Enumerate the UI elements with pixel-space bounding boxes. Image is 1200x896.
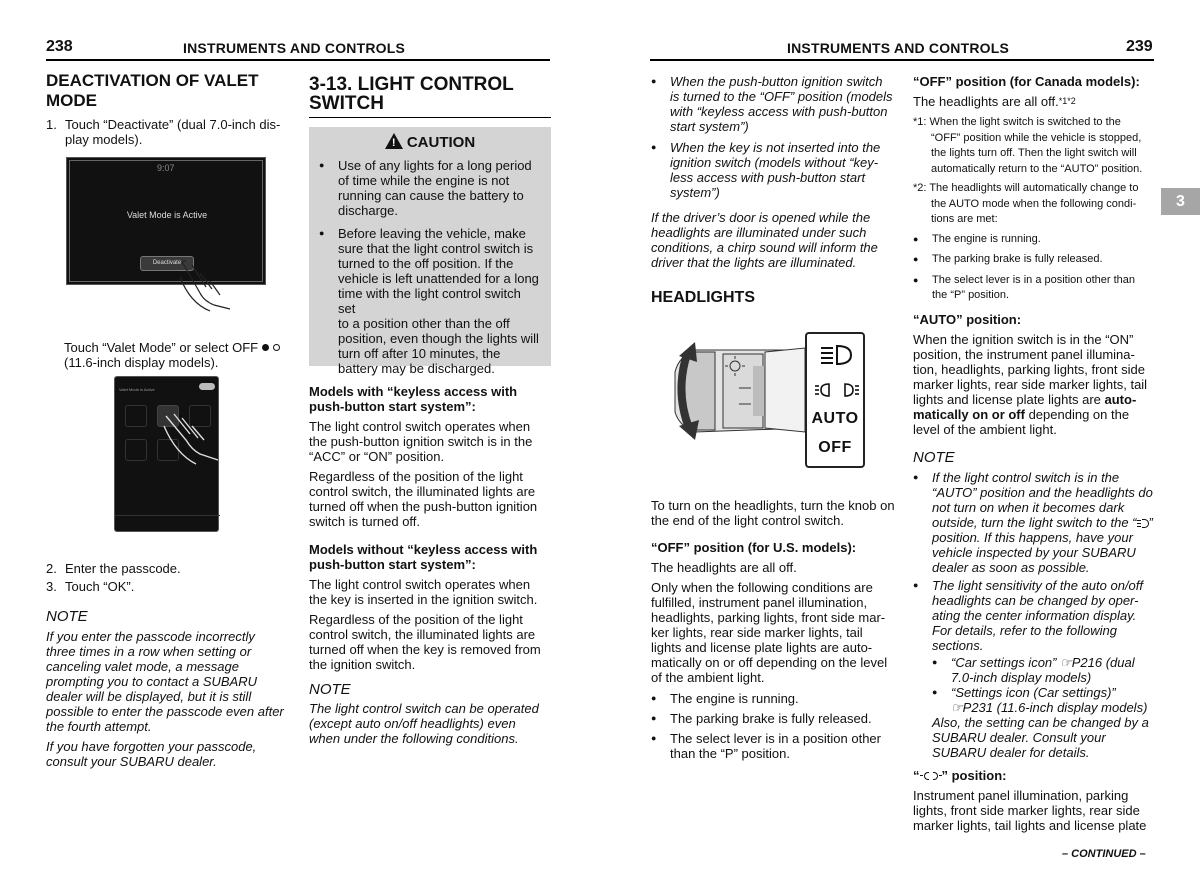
headlight-small-icon (1137, 519, 1149, 528)
parking-para (913, 788, 1158, 833)
c1-l4: start system”) (670, 119, 749, 134)
ls-note-label: NOTE (309, 681, 351, 698)
caution-item-1 (319, 158, 541, 218)
condition-1 (651, 74, 896, 134)
fn2-l3: tions are met: (931, 213, 998, 225)
valet-toggle[interactable] (199, 383, 215, 390)
ou-l7: of the ambient light. (651, 670, 765, 685)
screen-clock: 9:07 (157, 163, 175, 173)
rn1-close: ” (1148, 514, 1153, 530)
c1-l2: is turned to the “OFF” position (models (670, 89, 893, 104)
header-rule-left (46, 59, 550, 61)
caution-item-2 (319, 226, 541, 376)
kp2-l1: Regardless of the position of the light (309, 469, 523, 484)
ci2-l2: sure that the light control switch is (338, 241, 534, 256)
footnote-1 (913, 115, 1158, 177)
dn-l3: conditions, a chirp sound will inform the (651, 240, 878, 255)
dn-l4: driver that the lights are illuminated. (651, 255, 857, 270)
chapter-tab: 3 (1161, 188, 1200, 215)
note-p1-l6: possible to enter the passcode even after (46, 704, 284, 719)
ap-l4: marker lights, rear side marker lights, tail (913, 376, 1148, 392)
right-note-list (913, 470, 1158, 760)
fn2c-2 (913, 252, 1158, 268)
note-p1-l4: prompting you to contact a SUBARU (46, 674, 257, 689)
step-3 (46, 579, 294, 594)
toggle-off-icon (262, 344, 280, 352)
valet-section (46, 71, 294, 150)
np2-l4: the ignition switch. (309, 657, 416, 672)
fn2-mark: *2: (913, 182, 927, 194)
rs1-l1: ● “Car settings icon” ☞P216 (dual (951, 654, 1135, 670)
keyless-p2 (309, 469, 551, 529)
ap-l1: When the ignition switch is in the “ON” (913, 331, 1134, 347)
off-ca-refs: *1*2 (1058, 96, 1076, 106)
steps-list-2 (46, 561, 294, 594)
dn-l2: headlights are illuminated under such (651, 225, 867, 240)
door-note (651, 210, 896, 270)
off-us-p2 (651, 580, 896, 685)
lsn-l3: when under the following conditions. (309, 731, 519, 746)
rn2-sub-2[interactable] (932, 685, 1158, 715)
parking-heading (913, 768, 1158, 783)
right-note-label: NOTE (913, 448, 955, 466)
ouc-3-l1: ● The select lever is in a position other (670, 731, 881, 746)
keyless-p1 (309, 419, 551, 464)
fn2c-3 (913, 273, 1158, 304)
note-p1-l5: dealer will be displayed, but it is still (46, 689, 252, 704)
caution-box (309, 127, 551, 376)
step-3-text: Touch “OK”. (65, 579, 135, 594)
footnote-2 (913, 181, 1158, 228)
rn1-l4-text: outside, turn the light switch to the “ (932, 514, 1137, 530)
ra-l2: SUBARU dealer. Consult your (932, 729, 1106, 745)
step-2-text: Enter the passcode. (65, 561, 181, 576)
fn2c-3-l1: ● The select lever is in a position other than (932, 273, 1136, 286)
ap-l2: position, the instrument panel illumina- (913, 346, 1135, 362)
dn-l1: If the driver’s door is opened while the (651, 210, 871, 225)
step-3-number: 3. (46, 579, 57, 594)
ci2-l5: time with the light control switch set (338, 286, 521, 316)
light-switch-heading (309, 75, 551, 113)
c2-l2: ignition switch (models without “key- (670, 155, 879, 170)
off-ca-text: The headlights are all off. (913, 94, 1059, 109)
deactivate-button[interactable]: Deactivate (140, 256, 194, 271)
switch-position-panel (805, 332, 865, 468)
rn-item-1 (913, 470, 1158, 575)
ra-l1: Also, the setting can be changed by a (932, 714, 1149, 730)
to-l1: To turn on the headlights, turn the knob on (651, 498, 895, 513)
parking-lights-icon (815, 382, 859, 398)
fn2-conditions (913, 232, 1158, 304)
off-us-p1: The headlights are all off. (651, 560, 797, 575)
ci1-l3: running can cause the battery to (338, 188, 524, 203)
to-l2: the end of the light control switch. (651, 513, 844, 528)
fn1-l4: automatically return to the “AUTO” position. (931, 162, 1143, 175)
keyless-heading (309, 384, 551, 414)
screen2-bottom-bar (115, 515, 220, 527)
ls-note-text (309, 701, 551, 746)
running-head-right: INSTRUMENTS AND CONTROLS (787, 40, 1010, 56)
note-p1-l2: three times in a row when setting or (46, 644, 252, 659)
light-switch-body (309, 384, 551, 746)
page-number-right: 239 (1126, 38, 1153, 55)
rn2-l5: sections. (932, 637, 984, 653)
heading-underline (309, 117, 551, 118)
nokey-heading (309, 542, 551, 572)
ap-l3: tion, headlights, parking lights, front side (913, 361, 1145, 377)
rn1-l3: not turn on when it becomes dark (932, 499, 1125, 515)
ou-l6: matically on or off depending on the level (651, 655, 888, 670)
c1-l1: ● When the push-button ignition switch (670, 74, 883, 89)
pointing-hand-icon-2 (160, 410, 230, 472)
alt-line1-text: Touch “Valet Mode” or select OFF (64, 340, 259, 355)
ap-l6 (913, 407, 1158, 422)
lsn-l2: (except auto on/off headlights) even (309, 716, 516, 731)
ci2-l4: vehicle is left unattended for a long (338, 271, 539, 286)
off-us-conditions (651, 691, 896, 761)
right-col-1 (651, 74, 896, 308)
ap-l6-a: depending on the (1024, 406, 1130, 422)
note-p1-l3: canceling valet mode, a message (46, 659, 239, 674)
valet-heading-line2: MODE (46, 91, 97, 110)
turn-on-text (651, 498, 896, 528)
condition-2 (651, 140, 896, 200)
step-2 (46, 561, 294, 576)
step-1 (46, 117, 294, 147)
rn1-l7: dealer as soon as possible. (932, 559, 1090, 575)
ph-pre: “ (913, 767, 920, 783)
light-switch-section (309, 75, 551, 118)
caution-title (309, 127, 551, 155)
ci2-l9: battery may be discharged. (338, 361, 495, 376)
ou-l2: fulfilled, instrument panel illumination, (651, 595, 868, 610)
lsn-l1: The light control switch can be operated (309, 701, 539, 716)
fn1-l2: “OFF” position while the vehicle is stopped, (931, 131, 1142, 144)
alt-line2: (11.6-inch display models). (64, 355, 219, 370)
note-p1-l7: the fourth attempt. (46, 719, 152, 734)
ls-heading-line2: SWITCH (309, 93, 384, 114)
pointing-hand-icon (170, 255, 240, 315)
caution-title-text: CAUTION (406, 134, 476, 151)
np2-l1: Regardless of the position of the light (309, 612, 523, 627)
ap-l5 (913, 392, 1158, 407)
fn1-l3: the lights turn off. Then the light switch will (931, 147, 1137, 159)
c2-l1: ● When the key is not inserted into the (670, 140, 881, 155)
c2-l4: system”) (670, 185, 720, 200)
rs2-l1: ● “Settings icon (Car settings)” (951, 684, 1116, 700)
fn2c-3-l2: the “P” position. (932, 289, 1010, 301)
rn1-l5: position. If this happens, have your (932, 529, 1133, 545)
kp2-l3: turned off when the push-button ignition (309, 499, 538, 514)
ouc-2-text: ● The parking brake is fully released. (670, 711, 872, 726)
step-1-number: 1. (46, 117, 57, 132)
right-col-1-lower (651, 498, 896, 767)
ou-l4: ker lights, rear side marker lights, tail (651, 625, 863, 640)
conditions-list (651, 74, 896, 200)
nh-l1: Models without “keyless access with (309, 542, 538, 557)
ci2-l8: turn off after 10 minutes, the (338, 346, 501, 361)
valet-active-text: Valet Mode is Active (126, 210, 208, 220)
warning-triangle-icon: ! (385, 133, 403, 149)
off-ca-p1 (913, 94, 1158, 109)
fn2-l2: the AUTO mode when the following condi- (931, 197, 1137, 210)
right-col-2 (913, 74, 1158, 833)
valet-alt-instruction (64, 340, 296, 370)
ouc-3-l2: than the “P” position. (670, 746, 790, 761)
rn2-l1: ● The light sensitivity of the auto on/off (932, 577, 1144, 593)
c1-l3: with “keyless access with push-button (670, 104, 888, 119)
ouc-3 (651, 731, 896, 761)
note-p1-l1: If you enter the passcode incorrectly (46, 629, 255, 644)
step-1-line2: play models). (65, 132, 143, 147)
rn1-l4 (932, 515, 1158, 530)
np1-l1: The light control switch operates when (309, 577, 531, 592)
page-number-left: 238 (46, 38, 73, 55)
tile-4[interactable] (125, 439, 147, 461)
ci1-l4: discharge. (338, 203, 398, 218)
ci2-l3: turned to the off position. If the (338, 256, 514, 271)
ci1-l1: ● Use of any lights for a long period (338, 158, 532, 173)
rs1-l2: 7.0-inch display models) (951, 669, 1092, 685)
fn1-mark: *1: (913, 116, 927, 128)
rn2-l4: For details, refer to the following (932, 622, 1117, 638)
continued-label: – CONTINUED – (1062, 848, 1146, 860)
pp-l2: lights, front side marker lights, rear side (913, 802, 1140, 818)
ap-l5-b: auto- (1104, 391, 1137, 407)
auto-heading: “AUTO” position: (913, 311, 1022, 327)
rn2-sublist (932, 655, 1158, 715)
caution-list (309, 155, 551, 376)
headlight-icon (819, 344, 853, 366)
note-p2-l2: consult your SUBARU dealer. (46, 754, 217, 769)
header-rule-right (650, 59, 1154, 61)
nokey-p1 (309, 577, 551, 607)
valet-heading-line1: DEACTIVATION OF VALET (46, 71, 259, 90)
running-head-left: INSTRUMENTS AND CONTROLS (183, 40, 406, 56)
ouc-1 (651, 691, 896, 706)
kp1-l2: the push-button ignition switch is in the (309, 434, 533, 449)
ci2-l1: ● Before leaving the vehicle, make (338, 226, 526, 241)
nokey-p2 (309, 612, 551, 672)
rn2-l3: ating the center information display. (932, 607, 1137, 623)
ra-l3: SUBARU dealer for details. (932, 744, 1090, 760)
kp1-l3: “ACC” or “ON” position. (309, 449, 445, 464)
rn-item-2 (913, 578, 1158, 760)
step-2-number: 2. (46, 561, 57, 576)
kp2-l4: switch is turned off. (309, 514, 421, 529)
kp1-l1: The light control switch operates when (309, 419, 531, 434)
ouc-2 (651, 711, 896, 726)
auto-label: AUTO (811, 410, 859, 427)
np1-l2: the key is inserted in the ignition switch. (309, 592, 538, 607)
ou-l1: Only when the following conditions are (651, 580, 873, 595)
kh-l1: Models with “keyless access with (309, 384, 518, 399)
ap-l5-a: lights and license plate lights are (913, 391, 1105, 407)
valet-heading (46, 71, 294, 111)
np2-l2: control switch, the illuminated lights are (309, 627, 536, 642)
headlights-heading: HEADLIGHTS (651, 289, 755, 306)
ap-l7: level of the ambient light. (913, 421, 1057, 437)
pp-l1: Instrument panel illumination, parking (913, 787, 1129, 803)
rn2-sub-1[interactable] (932, 655, 1158, 685)
rn1-l1: ● If the light control switch is in the (932, 469, 1120, 485)
pp-l3: marker lights, tail lights and license plate (913, 817, 1147, 833)
ls-heading-line1: 3-13. LIGHT CONTROL (309, 74, 514, 95)
kp2-l2: control switch, the illuminated lights are (309, 484, 536, 499)
ap-l6-b: matically on or off (913, 406, 1025, 422)
fn2c-1 (913, 232, 1158, 248)
power-tile[interactable] (125, 405, 147, 427)
ci2-l6: to a position other than the off (338, 316, 510, 331)
rn1-l2: “AUTO” position and the headlights do (932, 484, 1153, 500)
rn2-l2: headlights can be changed by oper- (932, 592, 1139, 608)
nh-l2: push-button start system”: (309, 557, 476, 572)
ou-l5: lights and license plate lights are auto- (651, 640, 873, 655)
ci1-l2: of time while the engine is not (338, 173, 510, 188)
parking-lights-small-icon (920, 772, 942, 780)
fn2-l1: The headlights will automatically change to (929, 182, 1139, 194)
ou-l3: headlights, parking lights, front side mar- (651, 610, 886, 625)
alt-line1 (64, 340, 296, 355)
off-us-heading: “OFF” position (for U.S. models): (651, 540, 857, 555)
step-1-line1: Touch “Deactivate” (dual 7.0-inch dis- (65, 117, 281, 132)
rs2-l2: ☞P231 (11.6-inch display models) (951, 699, 1148, 715)
fn1-l1: When the light switch is switched to the (929, 116, 1121, 128)
off-label: OFF (818, 439, 852, 456)
screen2-title: Valet Mode is Active (119, 387, 155, 392)
ouc-1-text: ● The engine is running. (670, 691, 799, 706)
valet-note-p1 (46, 629, 294, 734)
rn1-l6: vehicle inspected by your SUBARU (932, 544, 1136, 560)
kh-l2: push-button start system”: (309, 399, 476, 414)
valet-note-p2 (46, 739, 294, 769)
c2-l3: less access with push-button start (670, 170, 866, 185)
valet-steps-1 (46, 117, 294, 147)
np2-l3: turned off when the key is removed from (309, 642, 541, 657)
note-p2-l1: If you have forgotten your passcode, (46, 739, 257, 754)
fn2c-1-text: ● The engine is running. (932, 232, 1041, 245)
auto-para (913, 332, 1158, 437)
off-ca-heading: “OFF” position (for Canada models): (913, 74, 1140, 89)
ci2-l7: position, even though the lights will (338, 331, 539, 346)
valet-steps-2 (46, 561, 294, 769)
ph-post: ” position: (941, 767, 1007, 783)
fn2c-2-text: ● The parking brake is fully released. (932, 253, 1103, 265)
valet-note-label: NOTE (46, 608, 88, 625)
